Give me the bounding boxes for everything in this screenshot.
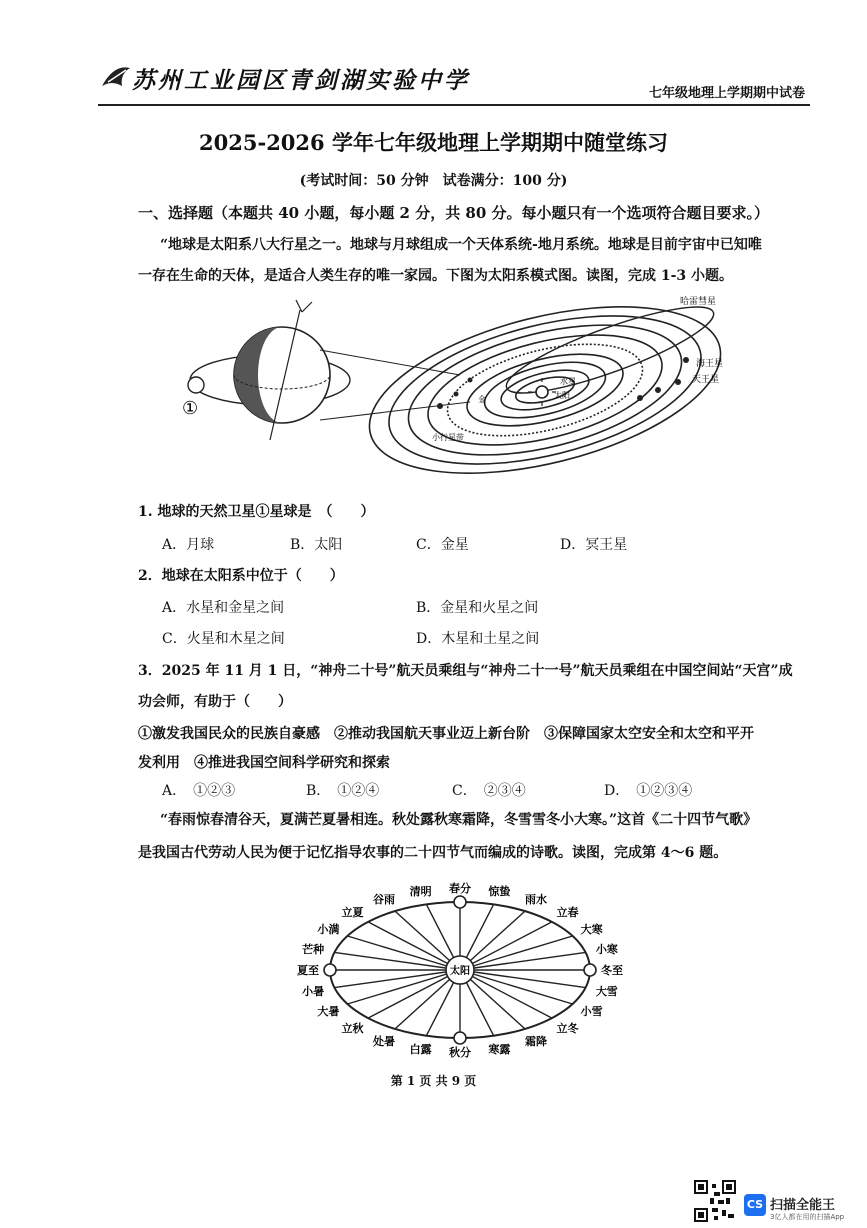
q2-option-c: C．火星和木星之间 bbox=[162, 631, 285, 647]
earth-position-icon bbox=[584, 964, 596, 976]
term-spoke bbox=[334, 952, 460, 970]
uranus-label: 天王星 bbox=[692, 375, 720, 385]
passage2-line1: “春雨惊春清谷天，夏满芒夏暑相连。秋处露秋寒霜降，冬雪雪冬小大寒。”这首《二十四节气歌》 bbox=[160, 812, 758, 828]
passage1-line1: “地球是太阳系八大行星之一。地球与月球组成一个天体系统-地月系统。地球是目前宇宙中已知唯 bbox=[160, 237, 762, 253]
scanner-name: 扫描全能王 bbox=[770, 1198, 836, 1213]
scanner-tagline: 3亿人都在用的扫描App bbox=[770, 1213, 845, 1221]
exam-name: 七年级地理上学期期中试卷 bbox=[648, 86, 805, 101]
q2-option-b: B．金星和火星之间 bbox=[416, 600, 539, 616]
q1-option-d: D．冥王星 bbox=[560, 537, 628, 553]
question-1: 1. 地球的天然卫星①星球是 （ ） bbox=[138, 504, 375, 520]
q3-option-b: B． ①②④ bbox=[306, 783, 380, 799]
asteroid-label: 小行星带 bbox=[432, 433, 464, 442]
solar-term-label: 白露 bbox=[409, 1043, 432, 1057]
halley-orbit bbox=[499, 292, 724, 409]
moon-marker: ① bbox=[182, 398, 199, 419]
q1-option-c: C．金星 bbox=[416, 537, 469, 553]
q3-option-d: D． ①②③④ bbox=[604, 783, 693, 799]
q2-option-d: D．木星和土星之间 bbox=[416, 631, 540, 647]
question-3-line1: 3．2025 年 11 月 1 日，“神舟二十号”航天员乘组与“神舟二十一号”航天员乘组在中国空间站“天宫”成 bbox=[138, 663, 793, 679]
q3-items-line1: ①激发我国民众的民族自豪感 ②推动我国航天事业迈上新台阶 ③保障国家太空安全和太空和平开 bbox=[138, 726, 754, 742]
qr-code-icon bbox=[694, 1180, 736, 1222]
solar-term-label: 立秋 bbox=[341, 1021, 364, 1035]
solar-term-label: 春分 bbox=[449, 882, 471, 895]
page-number: 第 1 页 共 9 页 bbox=[390, 1074, 477, 1088]
sun-label: 太阳 bbox=[450, 966, 470, 977]
solar-term-label: 立夏 bbox=[341, 906, 364, 920]
passage1-line2: 一存在生命的天体，是适合人类生存的唯一家园。下图为太阳系模式图。读图，完成 1-3 小题。 bbox=[138, 268, 734, 284]
page-title: 2025-2026 学年七年级地理上学期期中随堂练习 bbox=[199, 130, 668, 155]
q1-option-b: B．太阳 bbox=[290, 537, 343, 553]
solar-term-label: 冬至 bbox=[601, 964, 623, 977]
solar-term-label: 大寒 bbox=[580, 923, 603, 936]
venus-label: 金 bbox=[478, 395, 486, 404]
q1-option-a: A．月球 bbox=[162, 537, 215, 553]
q3-items-line2: 发利用 ④推进我国空间科学研究和探索 bbox=[138, 755, 390, 771]
section-heading: 一、选择题（本题共 40 小题，每小题 2 分，共 80 分。每小题只有一个选项符合题目要求。） bbox=[138, 204, 770, 222]
halley-label: 哈雷彗星 bbox=[680, 297, 717, 307]
solar-term-label: 寒露 bbox=[488, 1043, 511, 1057]
header-divider bbox=[98, 104, 810, 106]
solar-term-label: 秋分 bbox=[449, 1046, 471, 1059]
scanner-logo-icon: CS bbox=[744, 1194, 766, 1216]
sun-label: 太阳 bbox=[554, 391, 570, 400]
solar-term-label: 夏至 bbox=[297, 964, 319, 977]
solar-term-label: 惊蛰 bbox=[488, 884, 511, 898]
solar-term-label: 清明 bbox=[409, 884, 432, 898]
solar-term-label: 立冬 bbox=[556, 1021, 579, 1035]
term-spoke bbox=[460, 952, 586, 970]
solar-term-label: 小雪 bbox=[580, 1005, 603, 1018]
solar-term-label: 芒种 bbox=[302, 942, 325, 956]
solar-term-label: 霜降 bbox=[525, 1035, 547, 1049]
solar-term-label: 大暑 bbox=[317, 1005, 340, 1018]
earth-position-icon bbox=[454, 1032, 466, 1044]
solar-term-label: 立春 bbox=[556, 906, 579, 920]
passage2-line2: 是我国古代劳动人民为便于记忆指导农事的二十四节气而编成的诗歌。读图，完成第 4～6 题。 bbox=[138, 845, 728, 861]
moon-icon bbox=[188, 377, 204, 393]
sun-icon bbox=[536, 386, 548, 398]
solar-system-figure bbox=[170, 290, 730, 500]
mercury-label: 水星 bbox=[560, 377, 576, 386]
exam-info: (考试时间：50 分钟 试卷满分：100 分) bbox=[299, 173, 568, 189]
solar-terms-figure bbox=[280, 866, 640, 1066]
earth-position-icon bbox=[324, 964, 336, 976]
school-name: 苏州工业园区青剑湖实验中学 bbox=[132, 67, 470, 94]
solar-term-label: 小满 bbox=[317, 923, 340, 936]
term-spoke bbox=[460, 970, 586, 988]
earth-position-icon bbox=[454, 896, 466, 908]
solar-term-label: 雨水 bbox=[525, 892, 547, 906]
question-2: 2．地球在太阳系中位于（ ） bbox=[138, 568, 344, 584]
term-spoke bbox=[334, 970, 460, 988]
q3-option-c: C． ②③④ bbox=[452, 783, 526, 799]
solar-term-label: 处暑 bbox=[373, 1035, 395, 1049]
neptune-label: 海王星 bbox=[696, 359, 724, 369]
q3-option-a: A． ①②③ bbox=[162, 783, 236, 799]
q2-option-a: A．水星和金星之间 bbox=[162, 600, 285, 616]
solar-term-label: 小暑 bbox=[302, 985, 325, 999]
question-3-line2: 功会师，有助于（ ） bbox=[138, 694, 292, 710]
solar-term-label: 小寒 bbox=[595, 942, 618, 956]
solar-term-label: 大雪 bbox=[595, 985, 618, 999]
solar-term-label: 谷雨 bbox=[373, 892, 395, 906]
